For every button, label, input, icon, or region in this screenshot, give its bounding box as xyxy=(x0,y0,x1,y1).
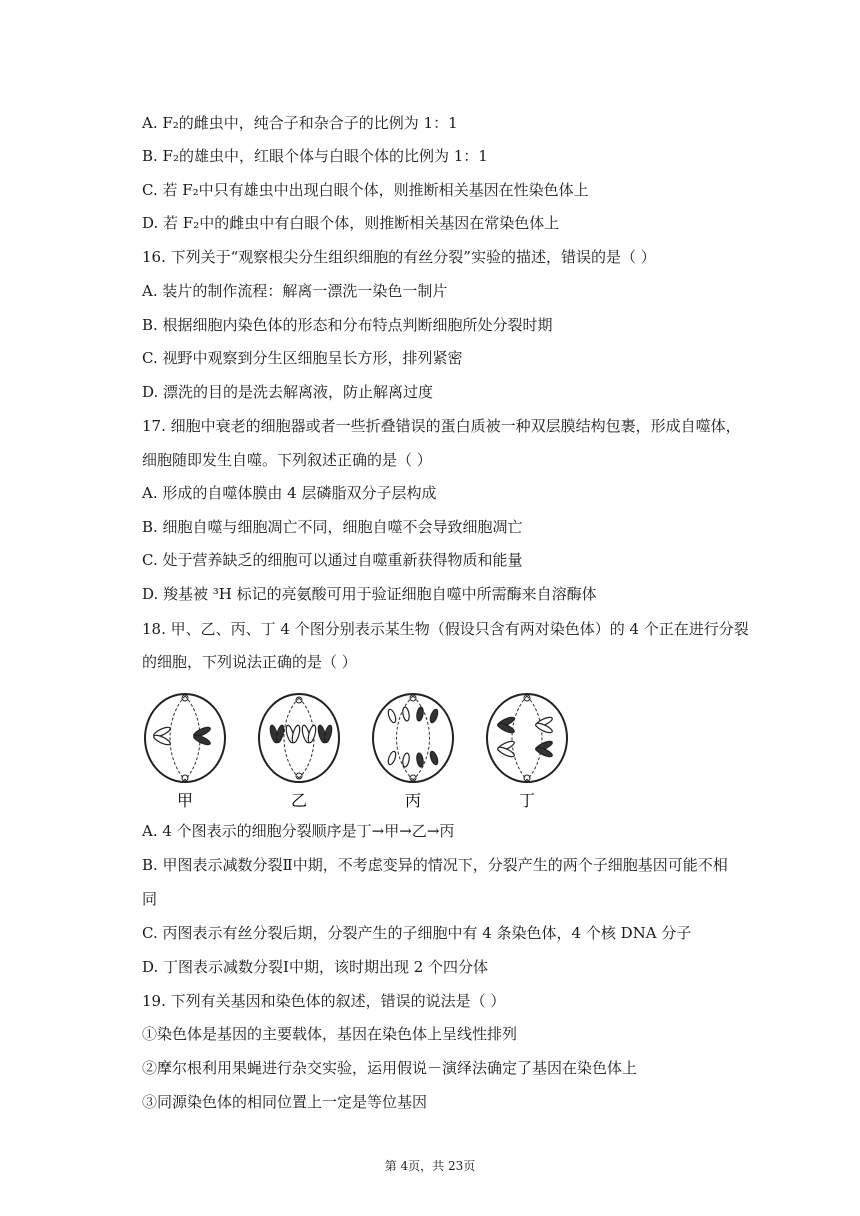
q17-option-d: D. 羧基被 ³H 标记的亮氨酸可用于验证细胞自噬中所需酶来自溶酶体 xyxy=(142,585,597,603)
q15-option-c: C. 若 F₂中只有雄虫中出现白眼个体，则推断相关基因在性染色体上 xyxy=(142,181,589,199)
q15-option-a: A. F₂的雌虫中，纯合子和杂合子的比例为 1：1 xyxy=(142,114,458,132)
q18-option-b-line2: 同 xyxy=(142,890,158,908)
q18-option-d: D. 丁图表示减数分裂Ⅰ中期，该时期出现 2 个四分体 xyxy=(142,958,489,976)
q15-option-d: D. 若 F₂中的雌虫中有白眼个体，则推断相关基因在常染色体上 xyxy=(142,214,560,232)
q17-stem-line1: 17. 细胞中衰老的细胞器或者一些折叠错误的蛋白质被一种双层膜结构包裹，形成自噬体， xyxy=(142,417,741,435)
label-bing: 丙 xyxy=(404,791,422,810)
cell-yi xyxy=(259,694,339,782)
q16-option-a: A. 装片的制作流程：解离一漂洗一染色一制片 xyxy=(142,282,448,300)
cell-ding xyxy=(487,694,567,782)
q16-option-b: B. 根据细胞内染色体的形态和分布特点判断细胞所处分裂时期 xyxy=(142,316,553,334)
q19-statement-2: ②摩尔根利用果蝇进行杂交实验，运用假说－演绎法确定了基因在染色体上 xyxy=(142,1059,638,1077)
label-ding: 丁 xyxy=(518,791,536,810)
cell-bing xyxy=(373,694,453,782)
q18-stem-line1: 18. 甲、乙、丙、丁 4 个图分别表示某生物（假设只含有两对染色体）的 4 个正在进行分裂 xyxy=(142,620,749,638)
q19-stem: 19. 下列有关基因和染色体的叙述，错误的说法是（ ） xyxy=(142,992,506,1010)
q18-option-a: A. 4 个图表示的细胞分裂顺序是丁→甲→乙→丙 xyxy=(142,822,455,840)
q19-statement-1: ①染色体是基因的主要载体，基因在染色体上呈线性排列 xyxy=(142,1025,518,1043)
label-jia: 甲 xyxy=(176,791,194,810)
q17-option-c: C. 处于营养缺乏的细胞可以通过自噬重新获得物质和能量 xyxy=(142,551,523,569)
page-footer: 第 4页，共 23页 xyxy=(384,1159,476,1173)
q15-option-b: B. F₂的雄虫中，红眼个体与白眼个体的比例为 1：1 xyxy=(142,147,488,165)
q16-option-d: D. 漂洗的目的是洗去解离液，防止解离过度 xyxy=(142,383,434,401)
cell-jia xyxy=(145,694,225,782)
q16-option-c: C. 视野中观察到分生区细胞呈长方形，排列紧密 xyxy=(142,349,463,367)
q18-stem-line2: 的细胞，下列说法正确的是（ ） xyxy=(142,653,357,671)
cell-division-figure xyxy=(130,688,590,813)
q17-option-a: A. 形成的自噬体膜由 4 层磷脂双分子层构成 xyxy=(142,484,437,502)
q18-option-b-line1: B. 甲图表示减数分裂Ⅱ中期，不考虑变异的情况下，分裂产生的两个子细胞基因可能不相 xyxy=(142,856,728,874)
q19-statement-3: ③同源染色体的相同位置上一定是等位基因 xyxy=(142,1093,428,1111)
q16-stem: 16. 下列关于“观察根尖分生组织细胞的有丝分裂”实验的描述，错误的是（ ） xyxy=(142,248,656,266)
q18-option-c: C. 丙图表示有丝分裂后期，分裂产生的子细胞中有 4 条染色体，4 个核 DNA 分子 xyxy=(142,924,692,942)
q17-stem-line2: 细胞随即发生自噬。下列叙述正确的是（ ） xyxy=(142,451,432,469)
q17-option-b: B. 细胞自噬与细胞凋亡不同，细胞自噬不会导致细胞凋亡 xyxy=(142,518,523,536)
label-yi: 乙 xyxy=(290,791,308,810)
